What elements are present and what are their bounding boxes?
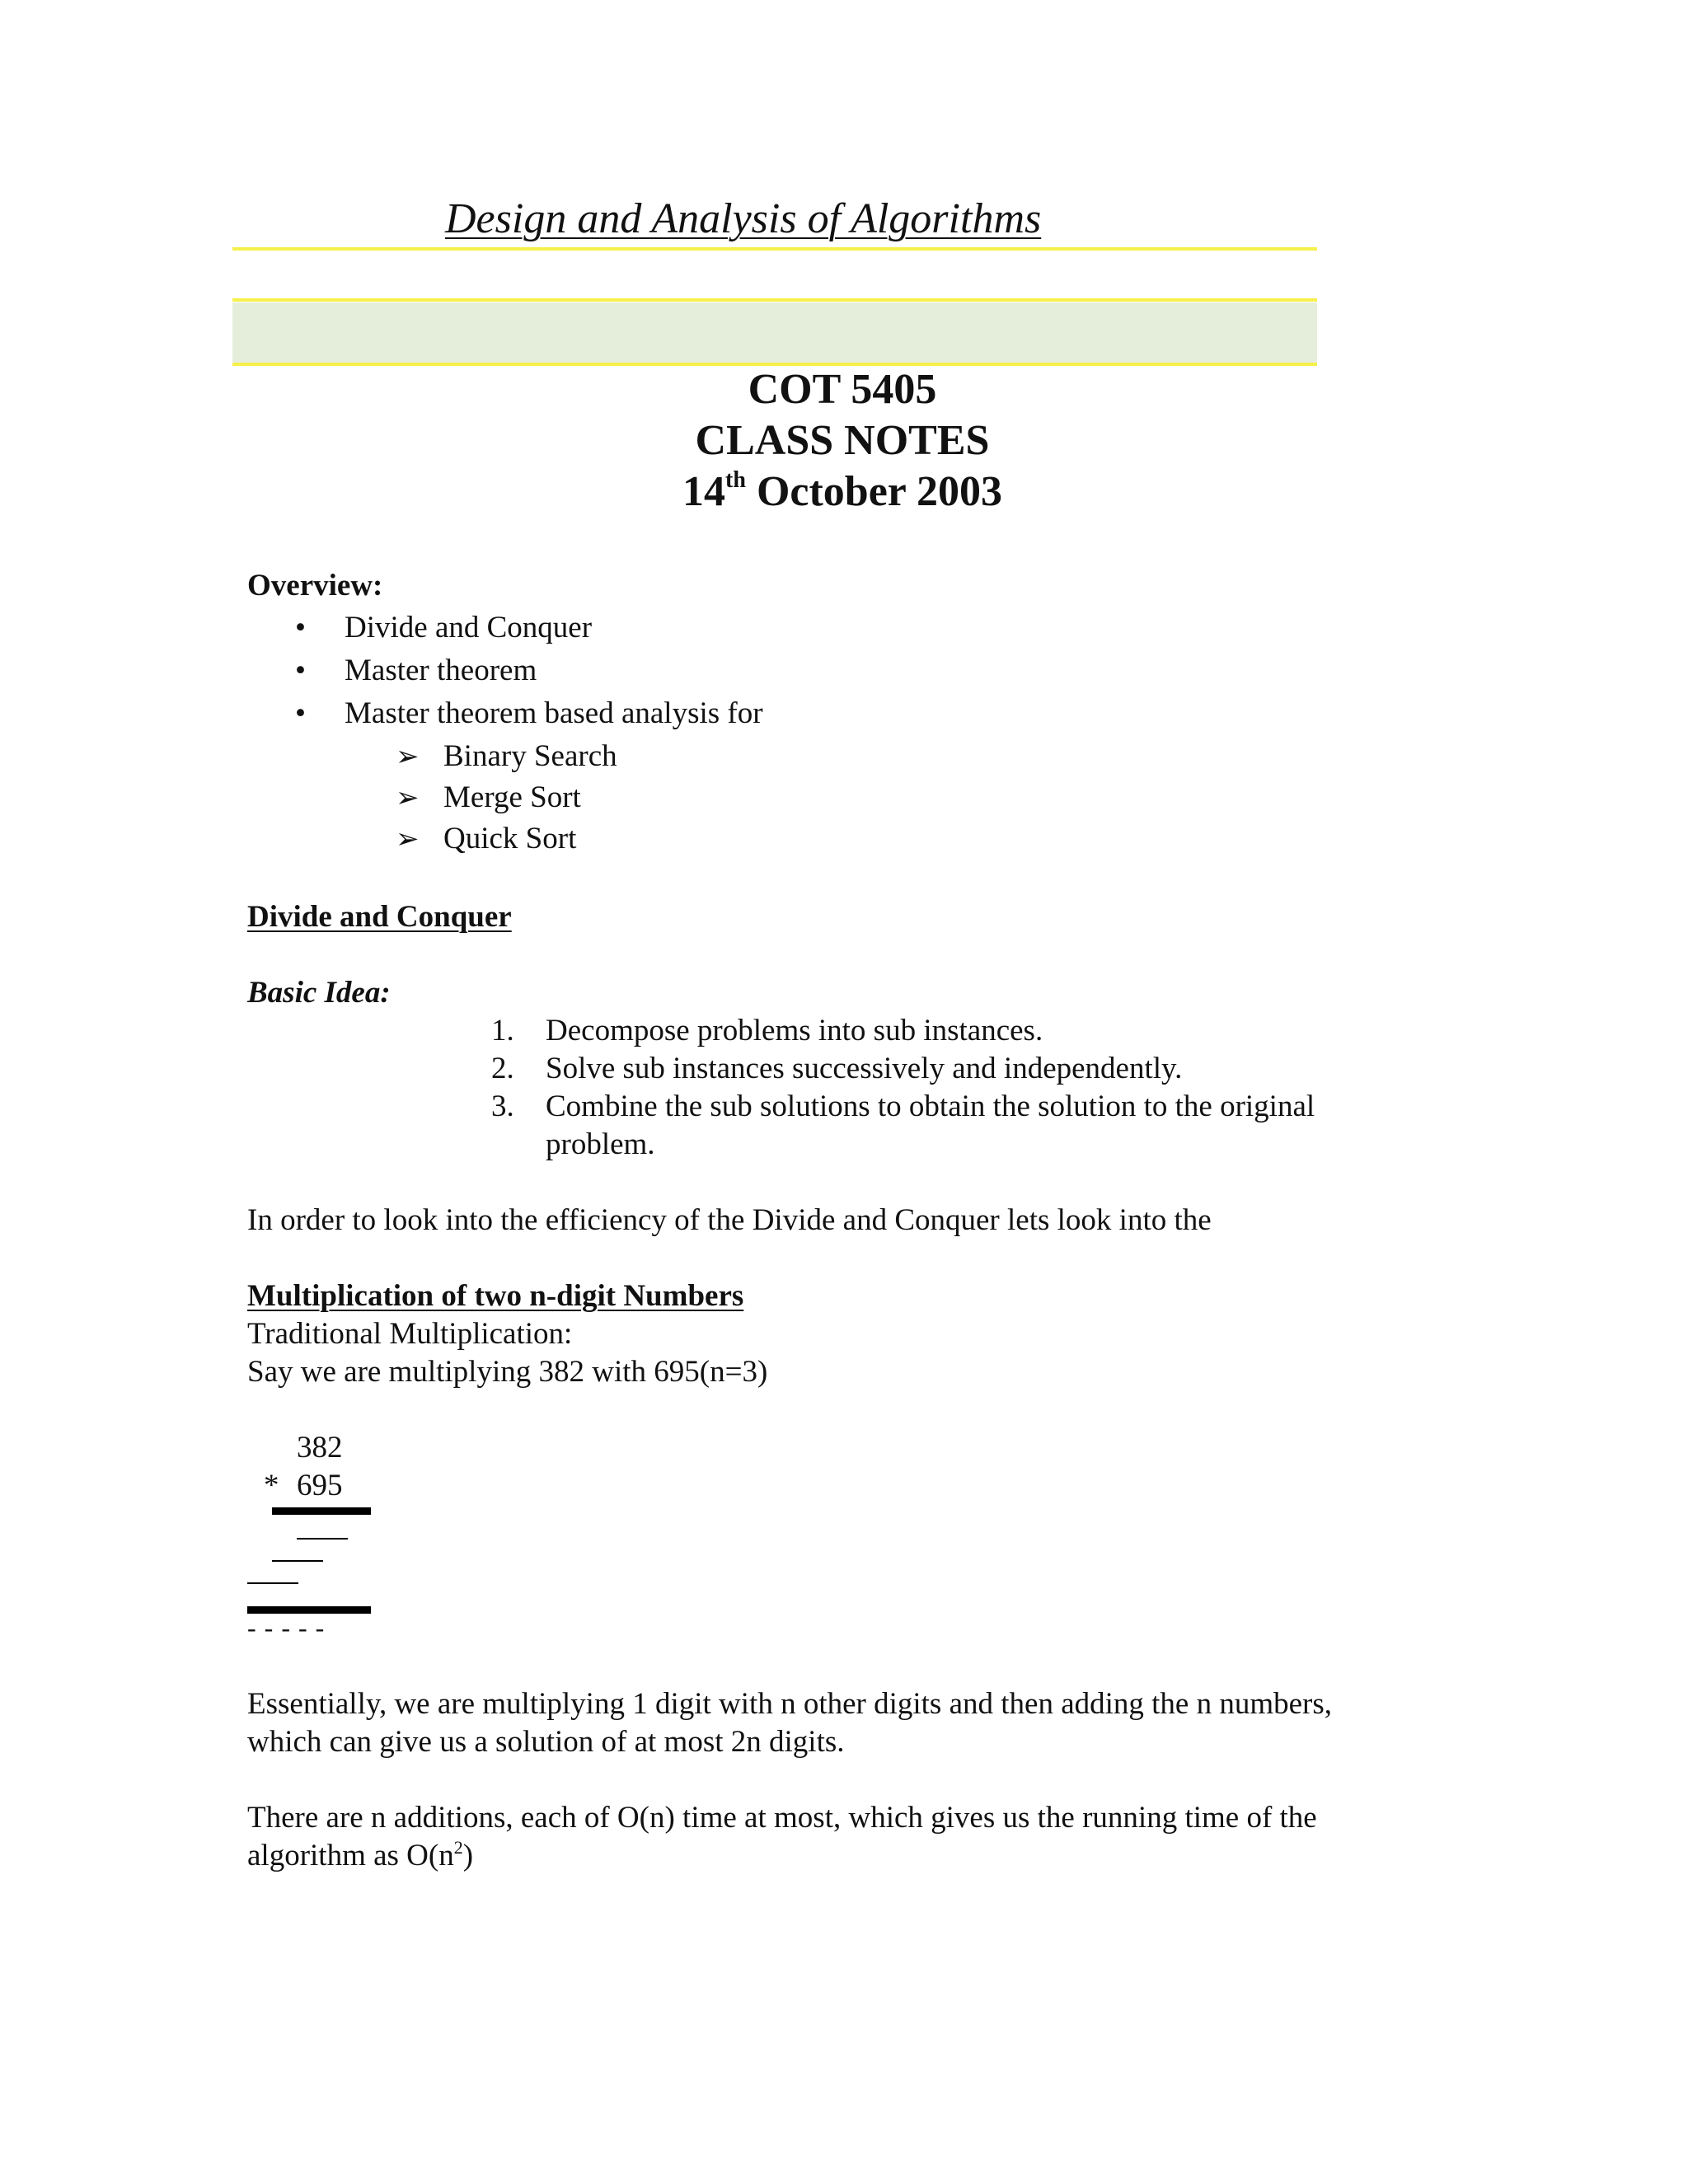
bullet-icon: • [295, 696, 306, 730]
complexity-exponent: 2 [453, 1837, 463, 1858]
overview-item [295, 607, 592, 649]
overview-subitem-label: Merge Sort [443, 780, 581, 814]
lead-in-paragraph: In order to look into the efficiency of the Divide and Conquer lets look into the [247, 1203, 1212, 1237]
overview-subitem [396, 818, 576, 861]
multiplication-subheading: Traditional Multiplication: [247, 1317, 573, 1351]
multiplication-example: Say we are multiplying 382 with 695(n=3) [247, 1355, 768, 1389]
date-day: 14 [682, 468, 726, 515]
explanation-paragraph-2-line-2 [247, 1837, 473, 1875]
step-text: Combine the sub solutions to obtain the solution to the original [546, 1090, 1315, 1123]
course-code: COT 5405 [748, 366, 937, 413]
overview-subitem-label: Quick Sort [443, 822, 577, 855]
header-shaded-band [232, 302, 1317, 363]
arrow-bullet-icon: ➢ [396, 824, 420, 855]
header-rule-top [232, 247, 1317, 251]
overview-item-label: Divide and Conquer [345, 611, 593, 644]
partial-product-line [297, 1538, 348, 1540]
overview-item [295, 692, 763, 735]
multiplication-heading: Multiplication of two n-digit Numbers [247, 1279, 744, 1313]
explanation-paragraph-1-line-2: which can give us a solution of at most 2n digits. [247, 1725, 845, 1759]
course-title: Design and Analysis of Algorithms [445, 195, 1042, 242]
notes-date [232, 466, 1452, 518]
overview-subitem [396, 735, 617, 779]
overview-item-label: Master theorem based analysis for [345, 696, 763, 730]
step-item [491, 1012, 1043, 1050]
explanation-paragraph-1-line-1: Essentially, we are multiplying 1 digit with n other digits and then adding the n numbers, [247, 1687, 1333, 1721]
bullet-icon: • [295, 654, 306, 687]
operator-symbol: * [264, 1469, 279, 1502]
step-text: Decompose problems into sub instances. [546, 1014, 1043, 1047]
step-item [491, 1088, 1315, 1126]
overview-item-label: Master theorem [345, 654, 537, 687]
explanation-paragraph-2-line-1: There are n additions, each of O(n) time at most, which gives us the running time of the [247, 1801, 1317, 1835]
overview-item [295, 649, 537, 692]
result-dashes: - - - - - [247, 1613, 326, 1643]
complexity-prefix: algorithm as O(n [247, 1839, 454, 1872]
bullet-icon: • [295, 611, 306, 644]
partial-product-line [247, 1582, 298, 1584]
arrow-bullet-icon: ➢ [396, 783, 420, 813]
step-number: 3. [491, 1090, 514, 1123]
header-rule-middle [232, 298, 1317, 302]
notes-label: CLASS NOTES [695, 417, 990, 464]
overview-subitem [396, 776, 581, 820]
operand-2: 695 [297, 1469, 343, 1502]
divide-conquer-heading: Divide and Conquer [247, 900, 512, 934]
overview-subitem-label: Binary Search [443, 739, 617, 773]
title-block [232, 364, 1452, 518]
multiplication-rule [272, 1507, 371, 1515]
partial-product-line [272, 1560, 323, 1562]
date-suffix: th [725, 467, 746, 493]
date-rest: October 2003 [756, 468, 1002, 515]
overview-heading: Overview: [247, 569, 383, 602]
step-item [491, 1050, 1182, 1088]
basic-idea-label: Basic Idea: [247, 976, 391, 1010]
step-text-continued: problem. [546, 1127, 655, 1161]
step-text: Solve sub instances successively and independently. [546, 1052, 1183, 1085]
complexity-suffix: ) [462, 1839, 474, 1872]
arrow-bullet-icon: ➢ [396, 742, 420, 772]
step-number: 2. [491, 1052, 514, 1085]
operand-1: 382 [297, 1431, 343, 1465]
step-number: 1. [491, 1014, 514, 1047]
